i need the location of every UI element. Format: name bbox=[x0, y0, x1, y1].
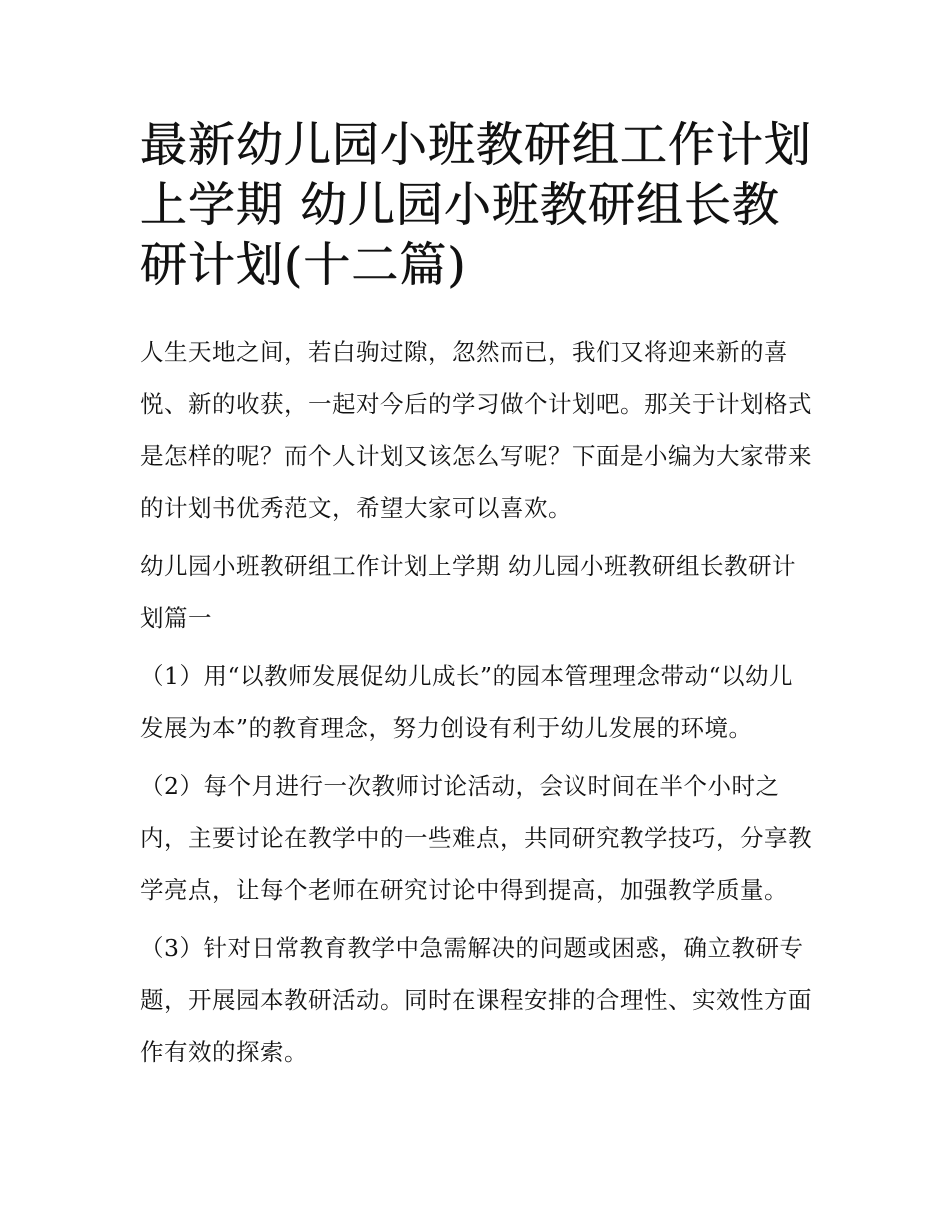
document-title: 最新幼儿园小班教研组工作计划上学期 幼儿园小班教研组长教研计划(十二篇) bbox=[140, 118, 812, 293]
intro-paragraph: 人生天地之间，若白驹过隙，忽然而已，我们又将迎来新的喜悦、新的收获，一起对今后的学习做个计划吧。那关于计划格式是怎样的呢？而个人计划又该怎么写呢？下面是小编为大家带来的计划书优秀范文，希望大家可以喜欢。 bbox=[140, 338, 812, 522]
list-item: （3）针对日常教育教学中急需解决的问题或困惑，确立教研专题，开展园本教研活动。同时在课程安排的合理性、实效性方面作有效的探索。 bbox=[140, 934, 812, 1066]
list-item: （2）每个月进行一次教师讨论活动，会议时间在半个小时之内，主要讨论在教学中的一些难点，共同研究教学技巧，分享教学亮点，让每个老师在研究讨论中得到提高，加强教学质量。 bbox=[140, 772, 812, 904]
list-item: （1）用“以教师发展促幼儿成长”的园本管理理念带动“以幼儿发展为本”的教育理念，努力创设有利于幼儿发展的环境。 bbox=[140, 662, 793, 742]
document-body bbox=[140, 116, 812, 1084]
section-heading: 幼儿园小班教研组工作计划上学期 幼儿园小班教研组长教研计划篇一 bbox=[140, 552, 796, 632]
